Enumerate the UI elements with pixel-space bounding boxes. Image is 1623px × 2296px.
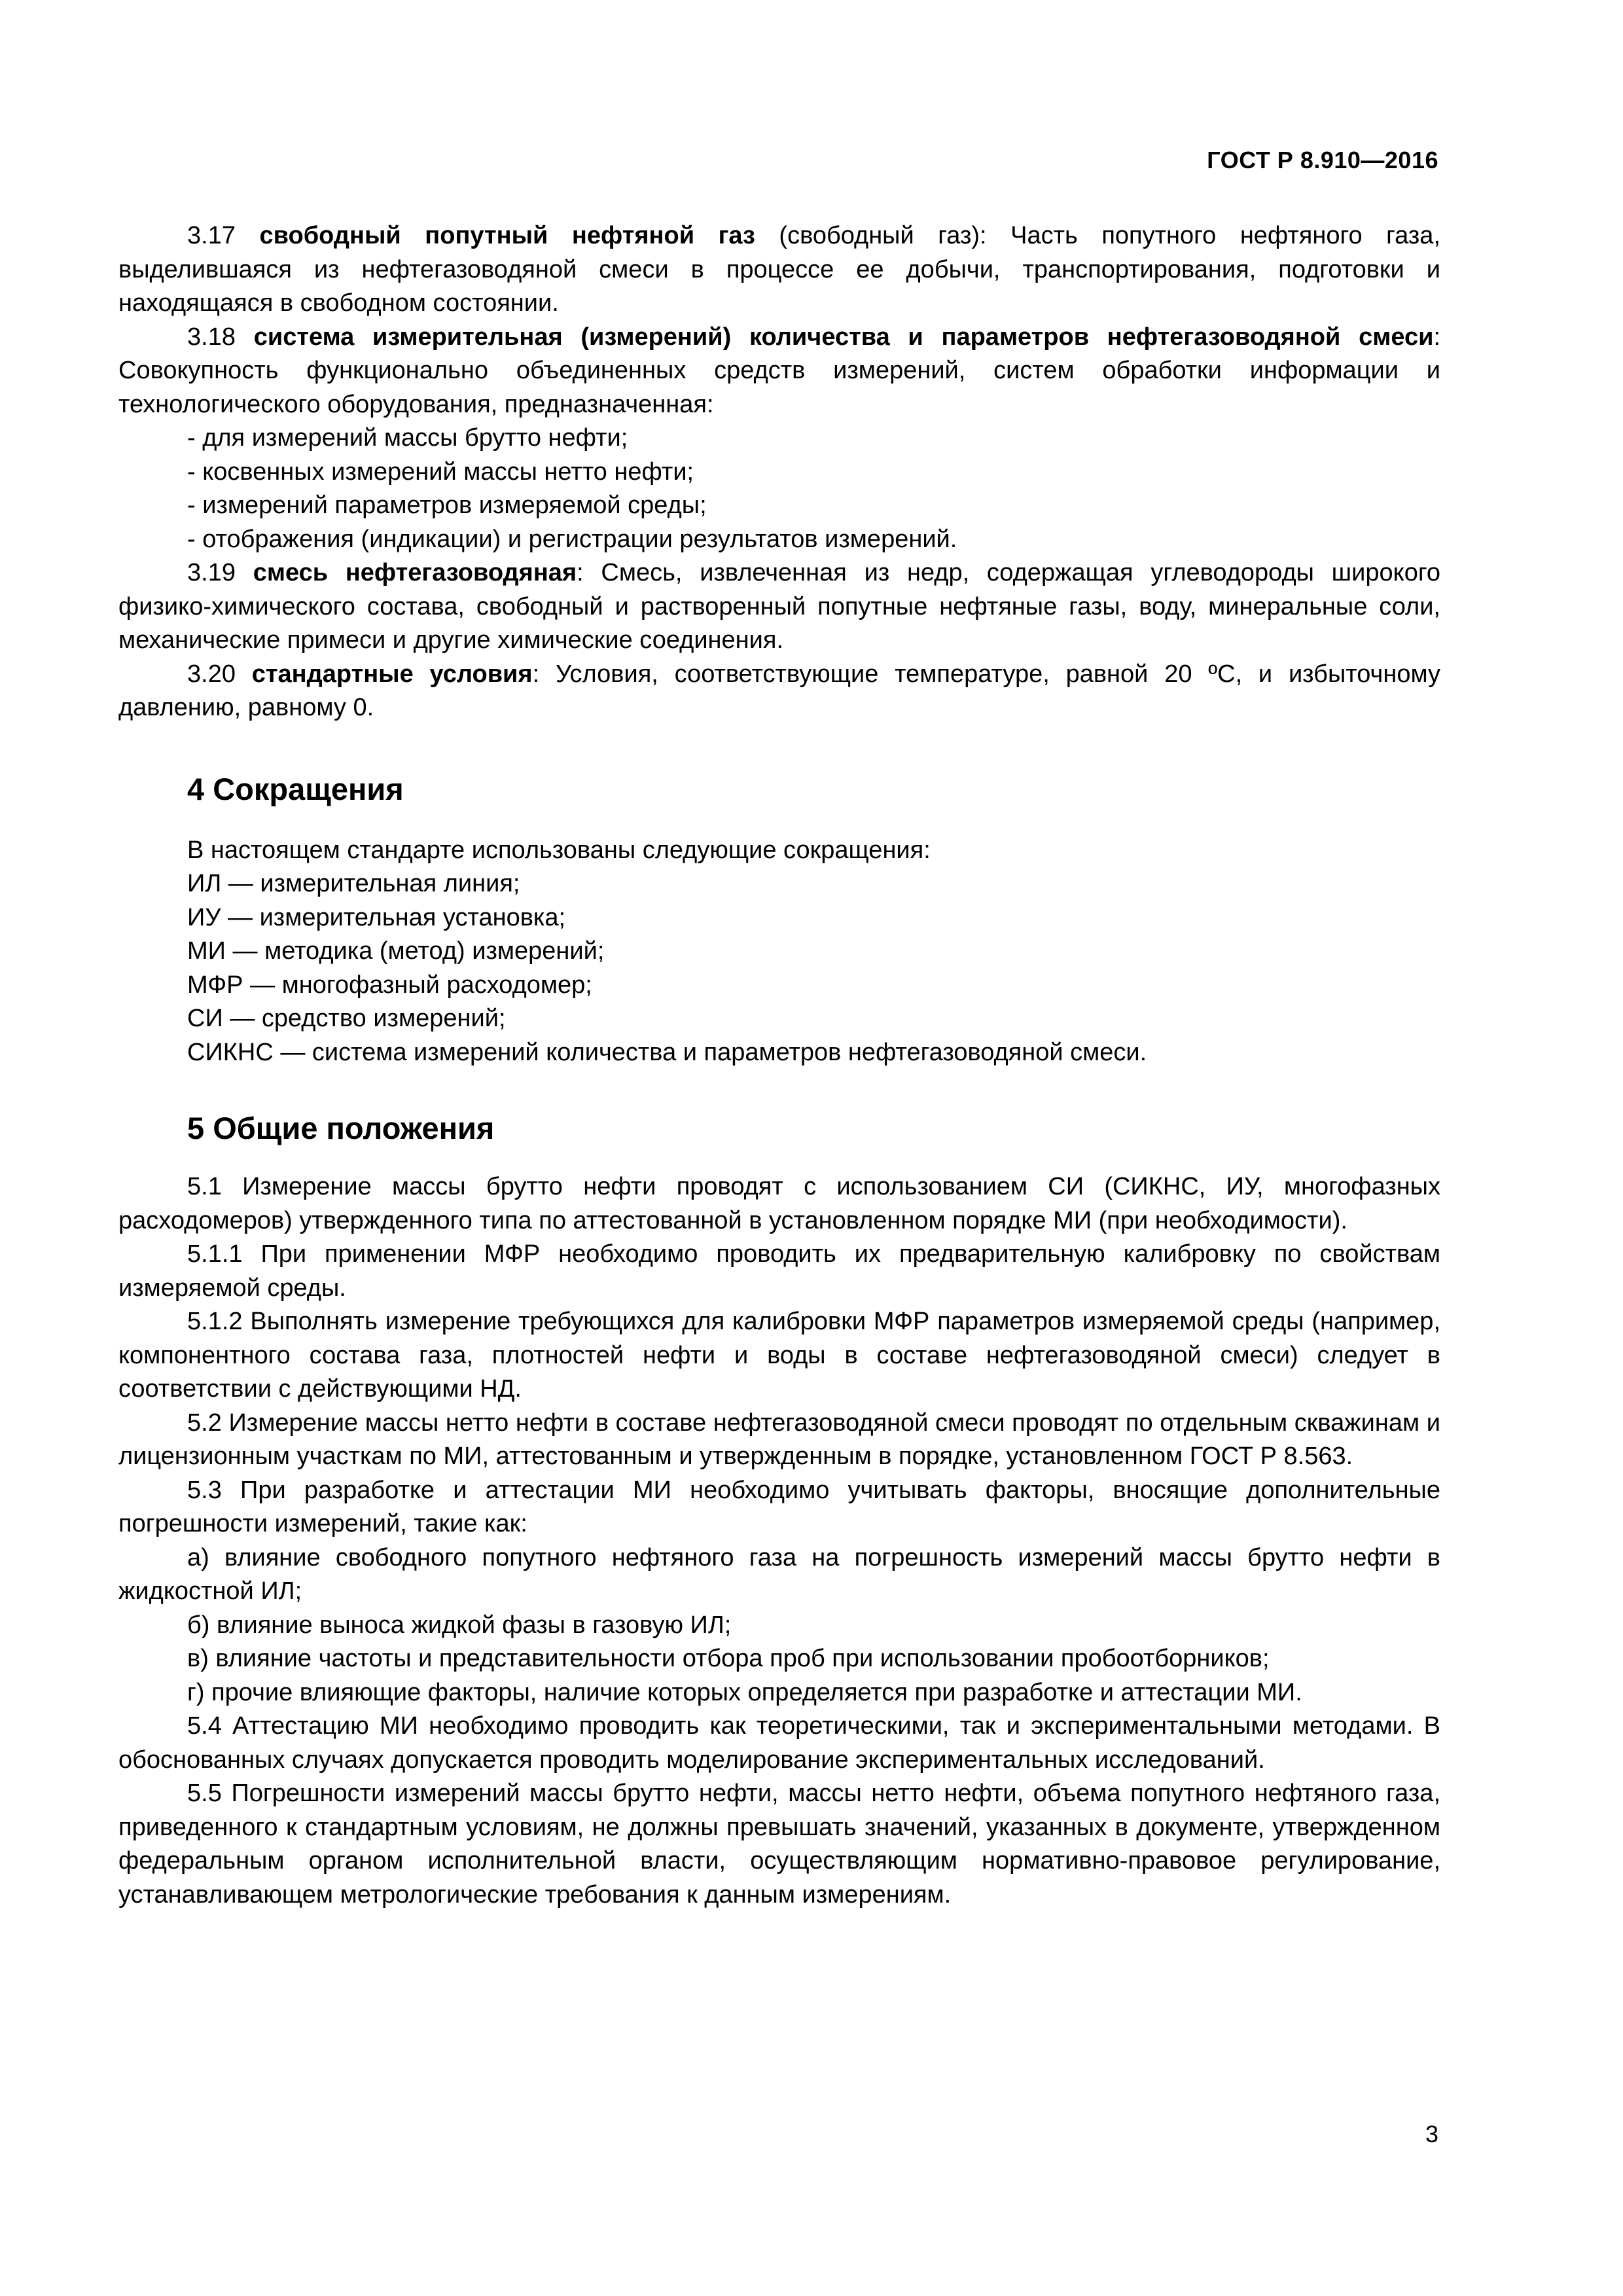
term-number: 3.20 [187, 660, 236, 688]
term-name: стандартные условия [251, 660, 533, 688]
term-3-18 [118, 321, 1440, 422]
list-item: - косвенных измерений массы нетто нефти; [187, 457, 694, 486]
abbreviation-item: ИЛ — измерительная линия; [187, 870, 520, 897]
paragraph-5-3: 5.3 При разработке и аттестации МИ необходимо учитывать факторы, вносящие дополнительные погрешности измерений, такие как: [118, 1476, 1440, 1537]
list-item: - отображения (индикации) и регистрации результатов измерений. [187, 525, 957, 553]
paragraph-5-4: 5.4 Аттестацию МИ необходимо проводить как теоретическими, так и экспериментальными методами. В обоснованных случаях допускается проводить моделирование экспериментальных исследований. [118, 1712, 1440, 1774]
term-number: 3.17 [187, 222, 236, 249]
list-item: - для измерений массы брутто нефти; [187, 424, 628, 452]
term-3-19 [118, 556, 1440, 658]
abbreviations-intro: В настоящем стандарте использованы следующие сокращения: [187, 836, 931, 864]
factor-item: в) влияние частоты и представительности отбора проб при использовании пробоотборников; [187, 1645, 1270, 1672]
factor-item: б) влияние выноса жидкой фазы в газовую ИЛ; [187, 1611, 732, 1639]
term-name: смесь нефтегазоводяная [253, 559, 577, 586]
term-number: 3.18 [187, 323, 236, 351]
paragraph-5-1: 5.1 Измерение массы брутто нефти проводят с использованием СИ (СИКНС, ИУ, многофазных расходомеров) утвержденного типа по аттестованной в установленном порядке МИ (при необходимости). [118, 1173, 1440, 1234]
abbreviation-item: МФР — многофазный расходомер; [187, 971, 592, 999]
term-definition: : Условия, соответствующие температуре, равной 20 ºС, и избыточному давлению, равному 0. [118, 660, 1441, 721]
abbreviation-item: СИКНС — система измерений количества и параметров нефтегазоводяной смеси. [187, 1038, 1147, 1066]
factor-item: а) влияние свободного попутного нефтяного газа на погрешность измерений массы брутто нефти в жидкостной ИЛ; [118, 1543, 1440, 1605]
list-item: - измерений параметров измеряемой среды; [187, 492, 707, 519]
abbreviation-item: СИ — средство измерений; [187, 1005, 506, 1032]
term-3-20 [118, 658, 1440, 725]
page-number: 3 [1425, 2121, 1438, 2147]
term-3-17 [118, 219, 1440, 321]
section-5-heading: 5 Общие положения [187, 1111, 495, 1145]
factor-item: г) прочие влияющие факторы, наличие которых определяется при разработке и аттестации МИ. [187, 1678, 1302, 1706]
page-content [118, 219, 1440, 1912]
paragraph-5-5: 5.5 Погрешности измерений массы брутто нефти, массы нетто нефти, объема попутного нефтяного газа, приведенного к стандартным условиям, не должны превышать значений, указанных в документе, утвержденном федеральным органом исполнительной власти, осуществляющим нормативно-правовое регулирование, устанавливающем метрологические требования к данным измерениям. [118, 1780, 1440, 1909]
term-name: свободный попутный нефтяной газ [259, 222, 755, 249]
document-code: ГОСТ Р 8.910—2016 [1207, 147, 1438, 173]
abbreviation-item: ИУ — измерительная установка; [187, 903, 566, 931]
term-definition: (свободный газ): Часть попутного нефтяного газа, выделившаяся из нефтегазоводяной смеси в процессе ее добычи, транспортирования, подготовки и находящаяся в свободном состоянии. [118, 222, 1440, 317]
paragraph-5-2: 5.2 Измерение массы нетто нефти в составе нефтегазоводяной смеси проводят по отдельным скважинам и лицензионным участкам по МИ, аттестованным и утвержденным в порядке, установленном ГОСТ Р 8.563. [118, 1408, 1440, 1470]
term-definition: : Совокупность функционально объединенных средств измерений, систем обработки информации и технологического оборудования, предназначенная: [118, 323, 1441, 418]
paragraph-5-1-2: 5.1.2 Выполнять измерение требующихся для калибровки МФР параметров измеряемой среды (например, компонентного состава газа, плотностей нефти и воды в составе нефтегазоводяной смеси) следует в соответствии с действующими НД. [118, 1308, 1440, 1403]
paragraph-5-1-1: 5.1.1 При применении МФР необходимо проводить их предварительную калибровку по свойствам измеряемой среды. [118, 1240, 1440, 1302]
abbreviation-item: МИ — методика (метод) измерений; [187, 937, 605, 965]
section-4-heading: 4 Сокращения [187, 771, 404, 806]
term-definition: : Смесь, извлеченная из недр, содержащая углеводороды широкого физико-химического состава, свободный и растворенный попутные нефтяные газы, воду, минеральные соли, механические примеси и другие химические соединения. [118, 559, 1440, 654]
term-number: 3.19 [187, 559, 236, 586]
term-name: система измерительная (измерений) количества и параметров нефтегазоводяной смеси [253, 323, 1434, 351]
